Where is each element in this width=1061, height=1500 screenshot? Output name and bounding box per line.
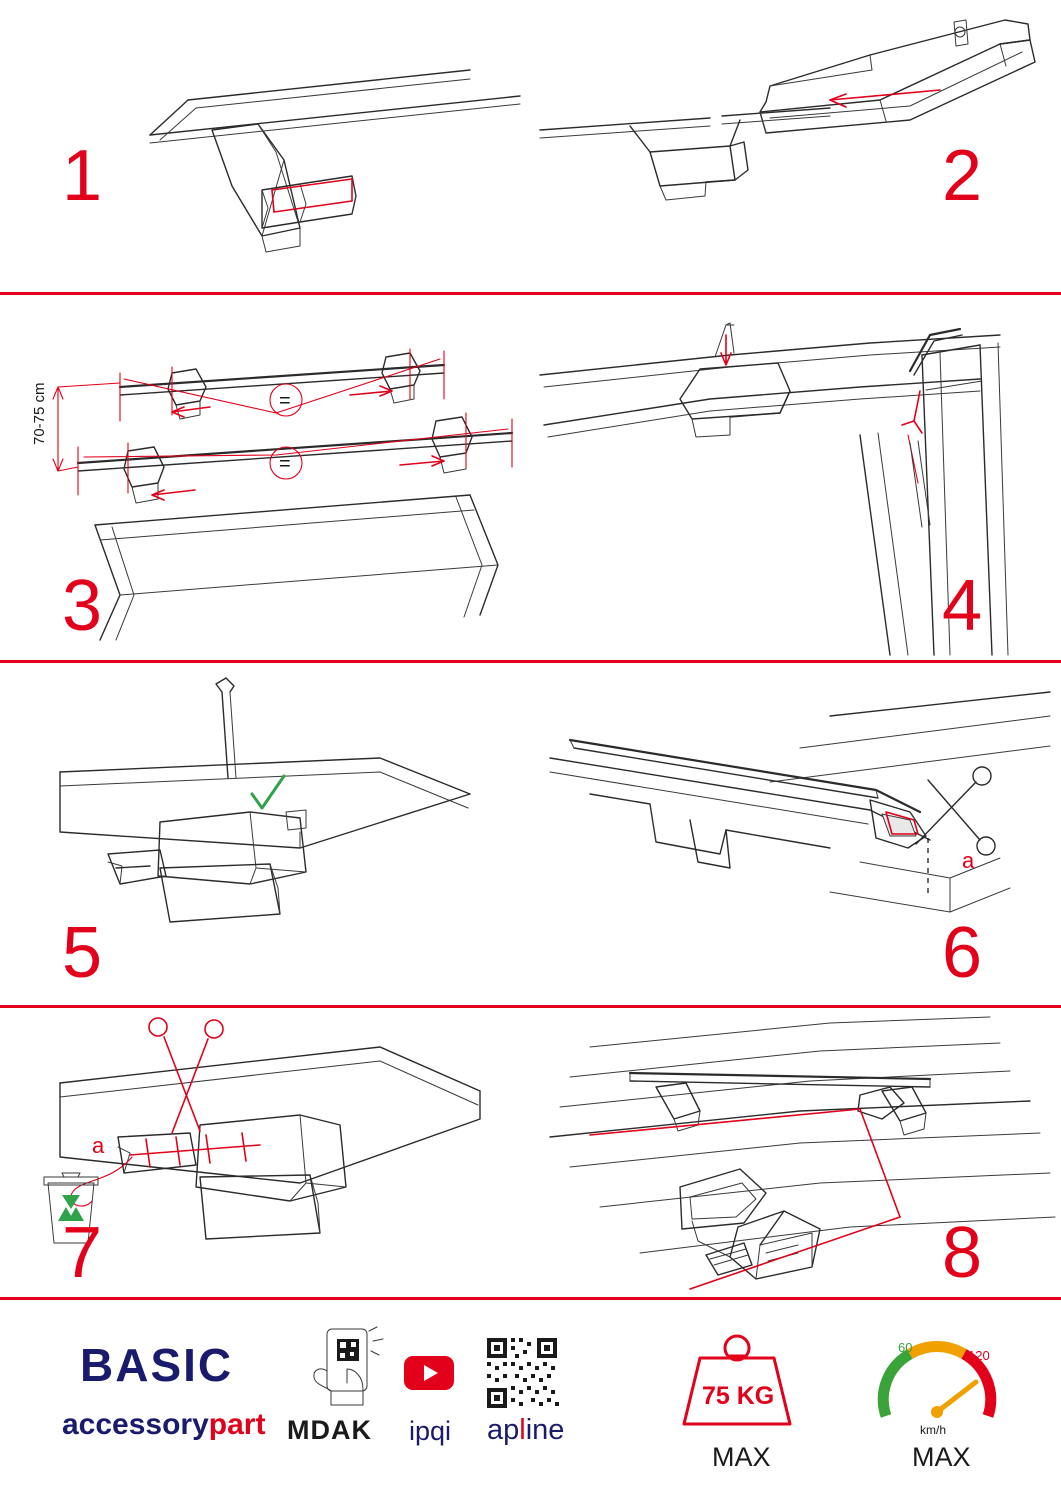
svg-text:=: = (279, 453, 291, 475)
scissors-icon-red (149, 1018, 223, 1133)
step-6-marker-a: a (962, 848, 975, 873)
footer (0, 1300, 1061, 1500)
step-1-number: 1 (62, 136, 103, 216)
svg-text:=: = (279, 390, 291, 412)
step-5-number: 5 (62, 913, 103, 993)
brand-accessory-text: accessory (62, 1408, 209, 1441)
weight-max-label: MAX (712, 1442, 771, 1472)
step-4-illustration (530, 295, 1061, 660)
step-6-illustration (530, 662, 1061, 1005)
speedometer-icon (872, 1324, 1002, 1440)
brand-accessorypart-logo (62, 1408, 265, 1442)
qr-code-icon (485, 1336, 559, 1410)
step-7-illustration (0, 1007, 530, 1297)
step-8-illustration (530, 1007, 1061, 1297)
partner-apline-label: apline (487, 1414, 565, 1446)
step-5-illustration (0, 662, 530, 1005)
step-7-number: 7 (62, 1213, 103, 1293)
weight-icon (672, 1324, 802, 1434)
brand-basic-logo: BASIC (80, 1339, 234, 1391)
brand-part-text: part (208, 1408, 266, 1441)
gauge-tick-60: 60 (898, 1340, 913, 1355)
step-6-number: 6 (942, 913, 983, 993)
speed-max-label: MAX (912, 1442, 971, 1472)
step-3-illustration (0, 295, 530, 660)
partner-ipqi-label: ipqi (409, 1416, 452, 1446)
weight-value: 75 KG (702, 1382, 775, 1410)
gauge-tick-120: 120 (968, 1348, 990, 1363)
step-3-number: 3 (62, 566, 103, 646)
step-7-marker-a: a (92, 1133, 105, 1158)
step-1-illustration (0, 0, 530, 292)
bar-spacing-measure: 70-75 cm (31, 382, 48, 445)
step-4-number: 4 (942, 566, 983, 646)
youtube-icon[interactable] (403, 1352, 455, 1394)
step-2-illustration (530, 0, 1061, 292)
step-8-number: 8 (942, 1213, 983, 1293)
speed-unit: km/h (920, 1423, 947, 1437)
hand-phone-qr-icon (305, 1325, 391, 1411)
partner-mdak-label: MDAK (287, 1415, 372, 1445)
step-2-number: 2 (942, 136, 983, 216)
